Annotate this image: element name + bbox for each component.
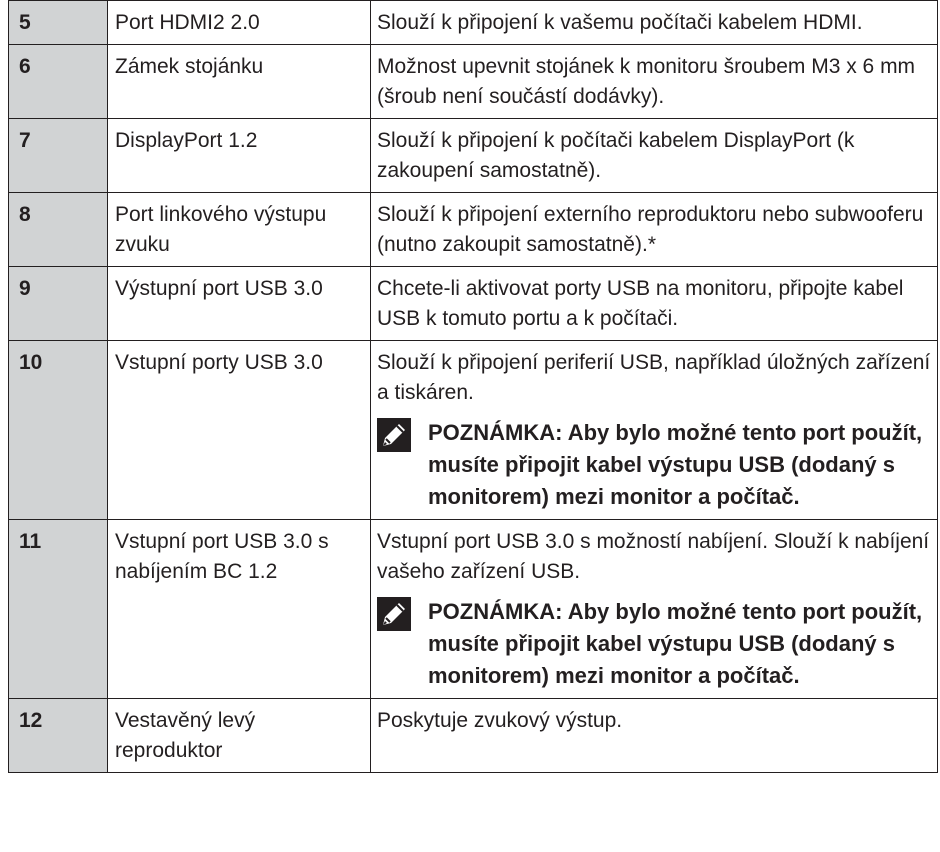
note-block	[377, 596, 931, 692]
row-number: 11	[9, 520, 108, 699]
port-description	[371, 520, 938, 699]
port-name: Vstupní port USB 3.0 s nabíjením BC 1.2	[108, 520, 371, 699]
port-name: Vestavěný levý reproduktor	[108, 699, 371, 773]
port-description	[371, 119, 938, 193]
port-name: Port HDMI2 2.0	[108, 1, 371, 45]
note-text: POZNÁMKA: Aby bylo možné tento port použít, musíte připojit kabel výstupu USB (dodaný s monitorem) mezi monitor a počítač.	[428, 420, 923, 509]
port-name: Výstupní port USB 3.0	[108, 267, 371, 341]
row-number: 9	[9, 267, 108, 341]
row-number: 12	[9, 699, 108, 773]
description-text: Slouží k připojení k počítači kabelem DisplayPort (k zakoupení samostatně).	[377, 129, 855, 182]
table-row	[9, 1, 938, 45]
description-text: Chcete-li aktivovat porty USB na monitoru, připojte kabel USB k tomuto portu a k počítači.	[377, 277, 904, 330]
port-description-table	[8, 0, 938, 773]
port-description	[371, 1, 938, 45]
table-row	[9, 267, 938, 341]
port-name: DisplayPort 1.2	[108, 119, 371, 193]
table-row	[9, 193, 938, 267]
port-name: Vstupní porty USB 3.0	[108, 341, 371, 520]
row-number: 7	[9, 119, 108, 193]
table-row	[9, 341, 938, 520]
table-row	[9, 119, 938, 193]
port-description	[371, 45, 938, 119]
row-number: 10	[9, 341, 108, 520]
port-description	[371, 267, 938, 341]
pencil-note-icon	[377, 418, 411, 452]
port-description	[371, 341, 938, 520]
port-name: Port linkového výstupu zvuku	[108, 193, 371, 267]
description-text: Slouží k připojení k vašemu počítači kabelem HDMI.	[377, 11, 863, 34]
table-row	[9, 45, 938, 119]
description-text: Poskytuje zvukový výstup.	[377, 709, 623, 732]
note-block	[377, 417, 931, 513]
port-description	[371, 699, 938, 773]
pencil-note-icon	[377, 597, 411, 631]
port-name: Zámek stojánku	[108, 45, 371, 119]
table-row	[9, 699, 938, 773]
row-number: 6	[9, 45, 108, 119]
row-number: 5	[9, 1, 108, 45]
note-text: POZNÁMKA: Aby bylo možné tento port použít, musíte připojit kabel výstupu USB (dodaný s monitorem) mezi monitor a počítač.	[428, 599, 923, 688]
row-number: 8	[9, 193, 108, 267]
table-row	[9, 520, 938, 699]
port-description	[371, 193, 938, 267]
description-text: Slouží k připojení externího reproduktoru nebo subwooferu (nutno zakoupit samostatně).*	[377, 203, 924, 256]
description-text: Možnost upevnit stojánek k monitoru šroubem M3 x 6 mm (šroub není součástí dodávky).	[377, 55, 916, 108]
description-text: Vstupní port USB 3.0 s možností nabíjení. Slouží k nabíjení vašeho zařízení USB.	[377, 530, 930, 583]
description-text: Slouží k připojení periferií USB, například úložných zařízení a tiskáren.	[377, 351, 931, 404]
